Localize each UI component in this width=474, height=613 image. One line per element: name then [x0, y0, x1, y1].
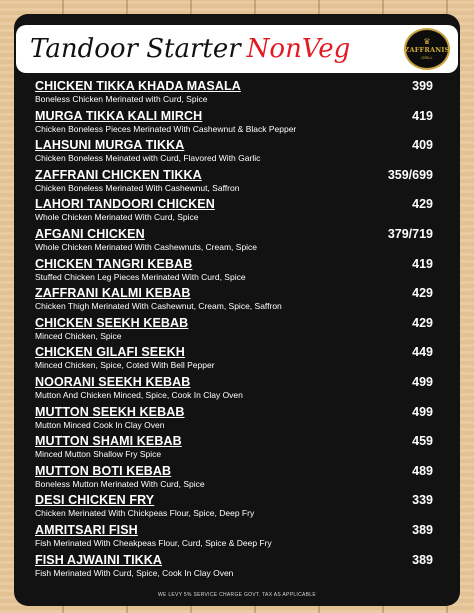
- item-price: 399: [412, 79, 433, 93]
- title-main: Tandoor Starter: [30, 34, 241, 64]
- item-description: Mutton And Chicken Minced, Spice, Cook In Clay Oven: [35, 389, 243, 400]
- item-description: Chicken Thigh Merinated With Cashewnut, Cream, Spice, Saffron: [35, 301, 282, 312]
- item-price: 359/699: [387, 167, 433, 182]
- item-price: 429: [412, 197, 433, 212]
- item-name: CHICKEN SEEKH KEBAB: [35, 315, 189, 330]
- item-description: Chicken Boneless Pieces Merinated With Cashewnut & Black Pepper: [35, 123, 297, 134]
- item-description: Minced Chicken, Spice: [35, 330, 122, 341]
- item-name: AMRITSARI FISH: [35, 522, 138, 537]
- title-accent: NonVeg: [246, 34, 351, 64]
- menu-item: [35, 286, 435, 316]
- menu-item: [35, 375, 435, 405]
- page-title: [30, 33, 350, 65]
- item-price: 499: [412, 374, 433, 389]
- menu-item: [35, 138, 435, 168]
- item-name: MURGA TIKKA KALI MIRCH: [35, 108, 203, 123]
- item-price: 449: [412, 345, 433, 360]
- item-price: 389: [412, 522, 433, 537]
- menu-item: [35, 523, 435, 553]
- menu-item: [35, 257, 435, 287]
- item-name: FISH AJWAINI TIKKA: [35, 552, 163, 567]
- crown-icon: ♛: [423, 37, 431, 46]
- item-price: 489: [412, 463, 433, 478]
- item-description: Chicken Boneless Merinated With Cashewnut, Saffron: [35, 182, 240, 193]
- menu-item: [35, 405, 435, 435]
- item-description: Fish Merinated With Cheakpeas Flour, Curd, Spice & Deep Fry: [35, 537, 272, 548]
- item-name: MUTTON BOTI KEBAB: [35, 463, 172, 478]
- item-price: 429: [412, 286, 433, 301]
- menu-item: [35, 464, 435, 494]
- item-name: AFGANI CHICKEN: [35, 226, 145, 241]
- item-price: 409: [412, 138, 433, 153]
- item-description: Boneless Chicken Merinated with Curd, Spice: [35, 94, 208, 104]
- menu-item: [35, 553, 435, 583]
- footer-note: WE LEVY 5% SERVICE CHARGE GOVT. TAX AS APPLICABLE: [158, 592, 316, 598]
- item-name: MUTTON SEEKH KEBAB: [35, 404, 185, 419]
- item-name: LAHORI TANDOORI CHICKEN: [35, 197, 215, 212]
- item-name: LAHSUNI MURGA TIKKA: [35, 138, 185, 153]
- item-price: 419: [412, 256, 433, 271]
- item-description: Minced Mutton Shallow Fry Spice: [35, 449, 162, 460]
- item-price: 389: [412, 552, 433, 567]
- menu-item: [35, 345, 435, 375]
- item-name: ZAFFRANI CHICKEN TIKKA: [35, 167, 202, 182]
- menu-item: [35, 79, 435, 109]
- item-name: MUTTON SHAMI KEBAB: [35, 434, 182, 449]
- item-name: CHICKEN TIKKA KHADA MASALA: [35, 79, 241, 93]
- item-price: 429: [412, 315, 433, 330]
- item-price: 459: [412, 434, 433, 449]
- menu-item: [35, 316, 435, 346]
- item-description: Mutton Minced Cook In Clay Oven: [35, 419, 165, 430]
- item-name: DESI CHICKEN FRY: [35, 493, 155, 508]
- item-description: Minced Chicken, Spice, Coted With Bell Pepper: [35, 360, 215, 371]
- item-description: Stuffed Chicken Leg Pieces Merinated With Curd, Spice: [35, 271, 246, 282]
- item-price: 339: [412, 493, 433, 508]
- menu-header: [16, 25, 458, 73]
- restaurant-logo: [404, 28, 450, 70]
- logo-sub: GRILL: [421, 55, 433, 60]
- menu-item: [35, 227, 435, 257]
- item-description: Boneless Mutton Merinated With Curd, Spice: [35, 478, 205, 489]
- item-price: 499: [412, 404, 433, 419]
- item-description: Whole Chicken Merinated With Curd, Spice: [35, 212, 199, 223]
- menu-item: [35, 168, 435, 198]
- menu-item: [35, 493, 435, 523]
- item-description: Chicken Merinated With Chickpeas Flour, Spice, Deep Fry: [35, 508, 255, 519]
- menu-item: [35, 197, 435, 227]
- item-price: 379/719: [387, 226, 433, 241]
- item-description: Whole Chicken Merinated With Cashewnuts, Cream, Spice: [35, 241, 258, 252]
- item-name: CHICKEN TANGRI KEBAB: [35, 256, 193, 271]
- menu-list: [35, 79, 435, 582]
- item-description: Fish Merinated With Curd, Spice, Cook In Clay Oven: [35, 567, 234, 578]
- logo-name: ZAFFRANIS: [404, 46, 450, 54]
- item-name: NOORANI SEEKH KEBAB: [35, 374, 191, 389]
- item-price: 419: [412, 108, 433, 123]
- menu-item: [35, 109, 435, 139]
- item-name: CHICKEN GILAFI SEEKH: [35, 345, 185, 360]
- menu-item: [35, 434, 435, 464]
- item-description: Chicken Boneless Meinated with Curd, Flavored With Garlic: [35, 153, 261, 164]
- item-name: ZAFFRANI KALMI KEBAB: [35, 286, 191, 301]
